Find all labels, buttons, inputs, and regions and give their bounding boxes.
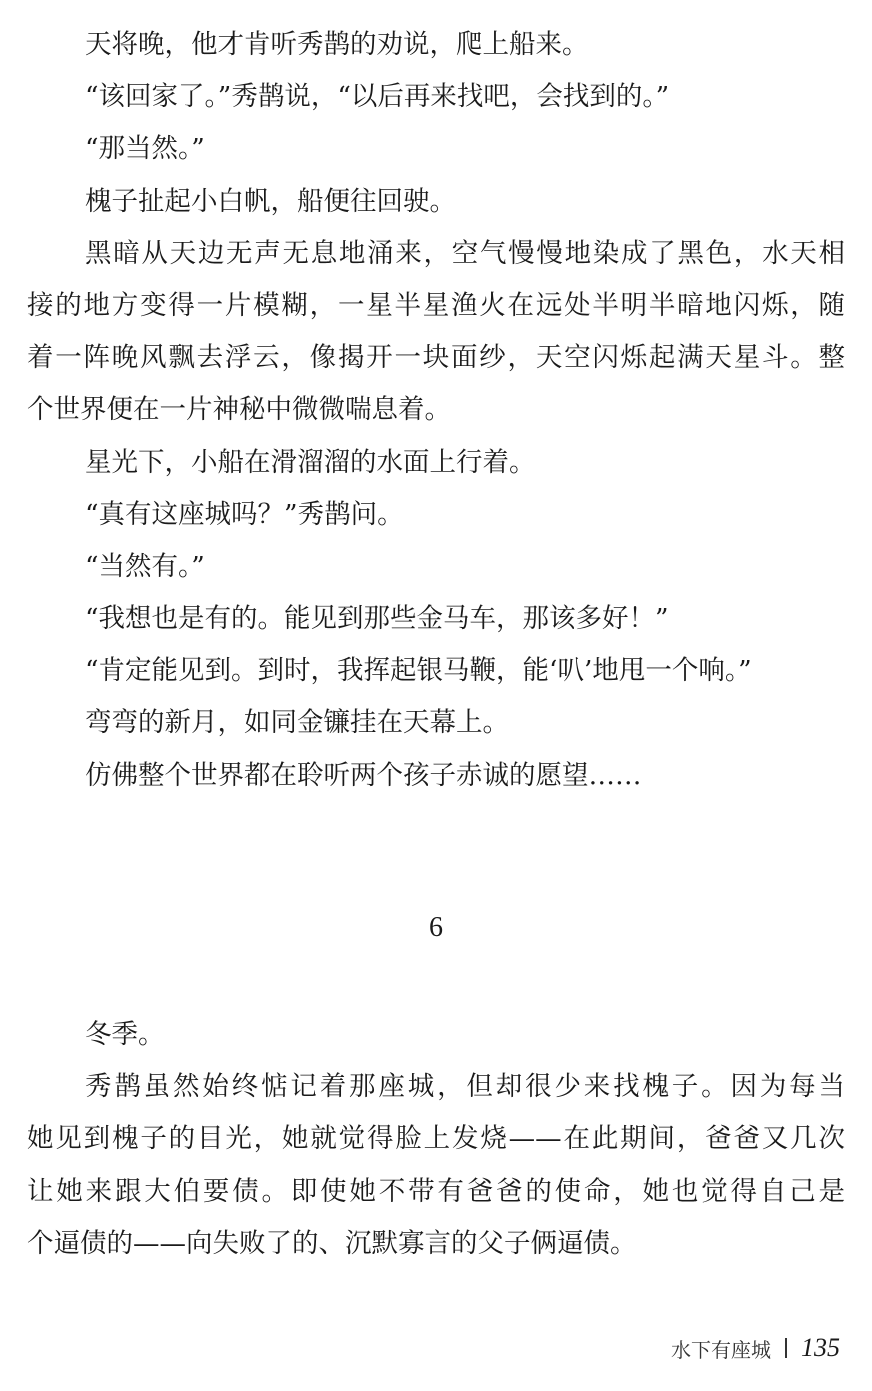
page-number: 135: [801, 1333, 840, 1362]
paragraph: [27, 1061, 845, 1270]
paragraph: [27, 489, 845, 541]
text-line: 冬季。: [85, 1019, 165, 1050]
text-line: 个世界便在一片神秘中微微喘息着。: [27, 394, 451, 426]
text-line: 让她来跟大伯要债。即使她不带有爸爸的使命，她也觉得自己是: [27, 1175, 845, 1207]
paragraph: [27, 645, 845, 697]
paragraph: [27, 1009, 845, 1061]
text-line: “肯定能见到。到时，我挥起银马鞭，能‘叭’地甩一个响。”: [85, 655, 752, 687]
text-line: “当然有。”: [85, 550, 205, 582]
text-line: 黑暗从天边无声无息地涌来，空气慢慢地染成了黑色，水天相: [85, 237, 845, 269]
paragraph: [27, 750, 845, 802]
section-1-text: [27, 19, 845, 802]
paragraph: [27, 71, 845, 123]
text-line: 槐子扯起小白帆，船便往回驶。: [85, 185, 456, 217]
text-line: “该回家了。”秀鹊说，“以后再来找吧，会找到的。”: [85, 81, 670, 113]
paragraph: [27, 228, 845, 437]
page-footer: [671, 1333, 840, 1363]
text-line: 天将晚，他才肯听秀鹊的劝说，爬上船来。: [85, 29, 589, 60]
paragraph: [27, 19, 845, 71]
text-line: 弯弯的新月，如同金镰挂在天幕上。: [85, 707, 509, 739]
text-line: 着一阵晚风飘去浮云，像揭开一块面纱，天空闪烁起满天星斗。整: [27, 342, 845, 374]
paragraph: [27, 697, 845, 749]
text-line: 仿佛整个世界都在聆听两个孩子赤诚的愿望……: [85, 759, 642, 791]
text-line: “我想也是有的。能见到那些金马车，那该多好！”: [85, 603, 669, 635]
paragraph: [27, 593, 845, 645]
text-line: 个逼债的——向失败了的、沉默寡言的父子俩逼债。: [27, 1227, 637, 1259]
paragraph: [27, 176, 845, 228]
text-line: 接的地方变得一片模糊，一星半星渔火在远处半明半暗地闪烁，随: [27, 289, 845, 321]
footer-divider: [785, 1338, 787, 1358]
text-line: “那当然。”: [85, 133, 205, 165]
book-title: 水下有座城: [671, 1337, 771, 1362]
section-number: 6: [429, 912, 443, 943]
text-line: 她见到槐子的目光，她就觉得脸上发烧——在此期间，爸爸又几次: [27, 1123, 845, 1155]
text-line: 星光下，小船在滑溜溜的水面上行着。: [85, 446, 536, 478]
text-line: “真有这座城吗？”秀鹊问。: [85, 498, 404, 530]
section-2-text: [27, 1009, 845, 1270]
paragraph: [27, 437, 845, 489]
paragraph: [27, 541, 845, 593]
text-line: 秀鹊虽然始终惦记着那座城，但却很少来找槐子。因为每当: [85, 1071, 845, 1103]
paragraph: [27, 123, 845, 175]
